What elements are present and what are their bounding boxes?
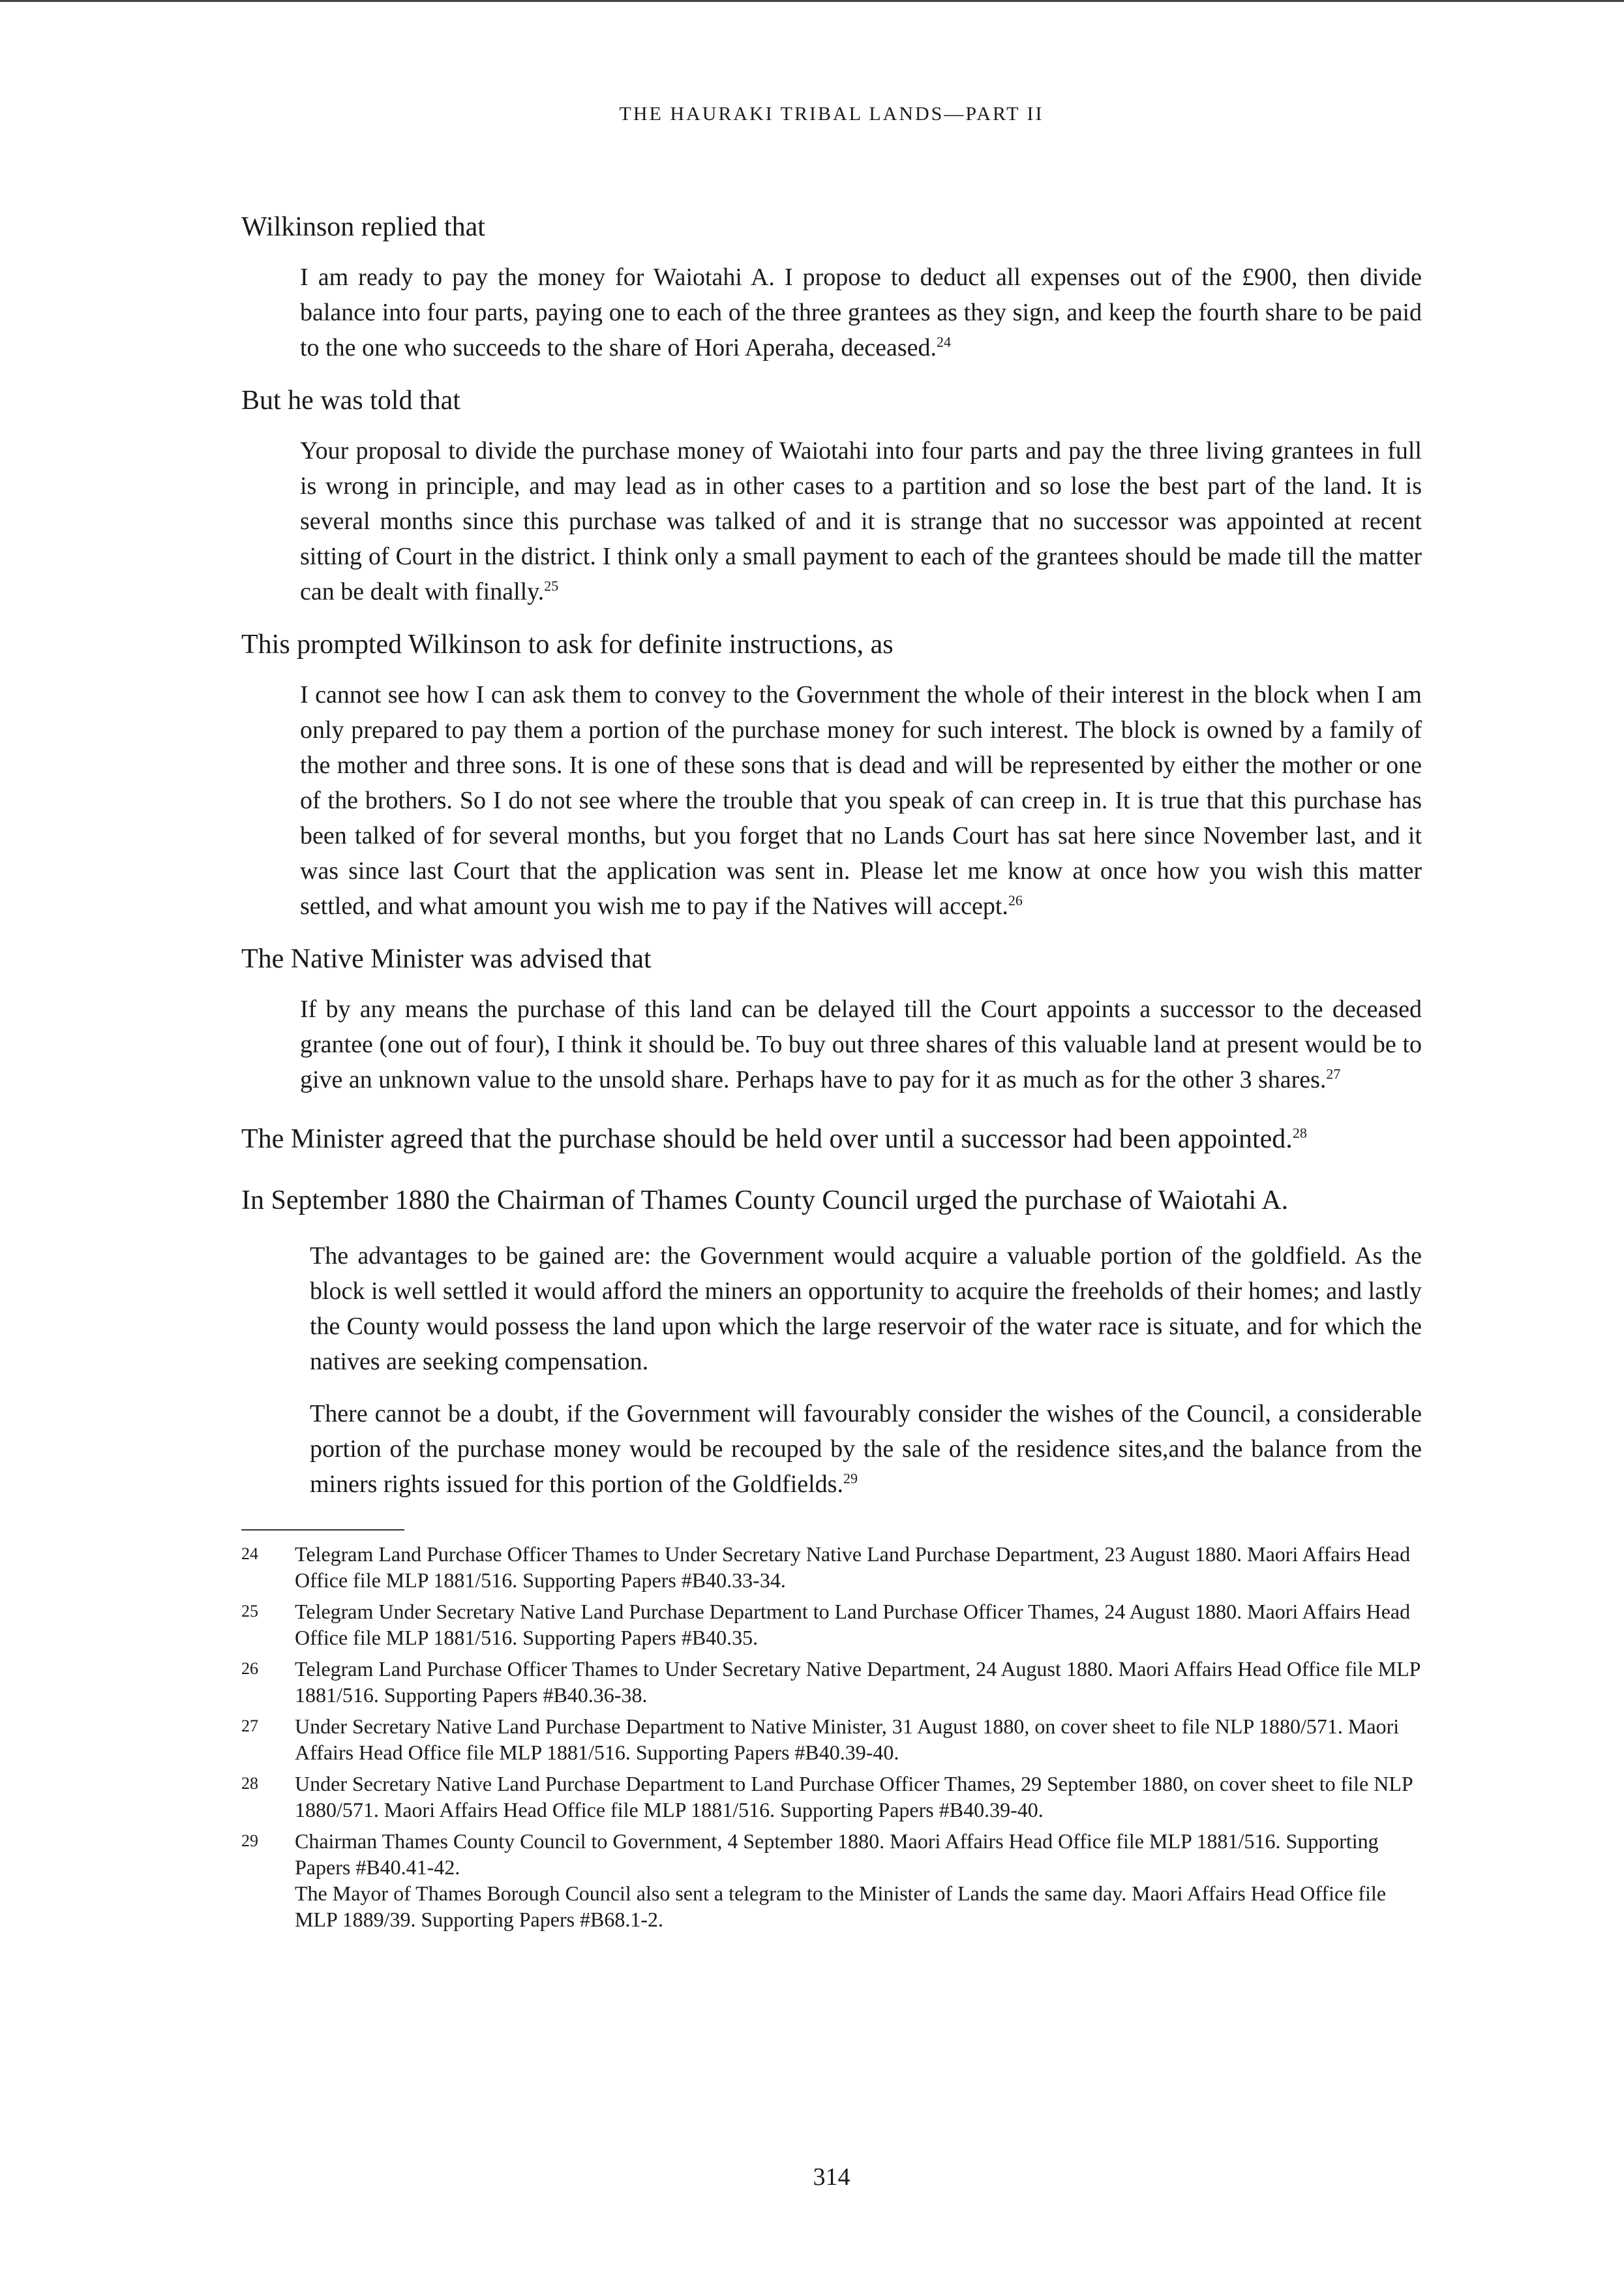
footnote: [241, 1598, 1422, 1651]
footnote-number: 29: [241, 1831, 258, 1850]
page-number: 314: [813, 2163, 850, 2191]
paragraph: The Minister agreed that the purchase should be held over until a successor had been appointed.$^{28}$: [241, 1124, 1307, 1154]
body-text: [241, 209, 1422, 1938]
footnote-number: 28: [241, 1774, 258, 1793]
block-quote: There cannot be a doubt, if the Government will favourably consider the wishes of the Council, a considerable portion of the purchase money would be recouped by the sale of the residence sites,and the balance from the miners rights issued for this portion of the Goldfields.$^{29}$: [310, 1400, 1422, 1498]
footnote: [241, 1656, 1422, 1708]
footnote-text: Telegram Under Secretary Native Land Purchase Department to Land Purchase Officer Thames, 24 August 1880. Maori Affairs Head Office file MLP 1881/516. Supporting Papers #B40.35.: [295, 1600, 1411, 1649]
footnote-text: Under Secretary Native Land Purchase Department to Land Purchase Officer Thames, 29 September 1880, on cover sheet to file NLP 1880/571. Maori Affairs Head Office file MLP 1881/516. Supporting Papers #B40.39-40.: [295, 1772, 1413, 1821]
block-quote: I am ready to pay the money for Waiotahi A. I propose to deduct all expenses out of the £900, then divide balance into four parts, paying one to each of the three grantees as they sign, and keep the fourth share to be paid to the one who succeeds to the share of Hori Aperaha, deceased.$^{24}$: [300, 264, 1422, 361]
footnote: [241, 1771, 1422, 1823]
footnote-number: 24: [241, 1544, 258, 1563]
intro-line: The Native Minister was advised that: [241, 944, 652, 974]
block-quote: I cannot see how I can ask them to convey to the Government the whole of their interest in the block when I am only prepared to pay them a portion of the purchase money for such interest. The block is owned by a family of the mother and three sons. It is one of these sons that is dead and will be represented by either the mother or one of the brothers. So I do not see where the trouble that you speak of can creep in. It is true that this purchase has been talked of for several months, but you forget that no Lands Court has sat here since November last, and it was since last Court that the application was sent in. Please let me know at once how you wish this matter settled, and what amount you wish me to pay if the Natives will accept.$^{26}$: [300, 681, 1422, 920]
footnote-text: Chairman Thames County Council to Government, 4 September 1880. Maori Affairs Head Office file MLP 1881/516. Supporting Papers #B40.41-42.: [295, 1829, 1379, 1879]
footnote-ref[interactable]: 28: [1292, 1125, 1307, 1141]
footnote-rule: [241, 1529, 404, 1531]
block-quote: If by any means the purchase of this land can be delayed till the Court appoints a successor to the deceased grantee (one out of four), I think it should be. To buy out three shares of this valuable land at present would be to give an unknown value to the unsold share. Perhaps have to pay for it as much as for the other 3 shares.$^{27}$: [300, 996, 1422, 1093]
intro-line: This prompted Wilkinson to ask for definite instructions, as: [241, 630, 894, 660]
footnote-number: 26: [241, 1659, 258, 1678]
running-head: THE HAURAKI TRIBAL LANDS—PART II: [619, 103, 1044, 125]
footnote-text: Telegram Land Purchase Officer Thames to Under Secretary Native Department, 24 August 1880. Maori Affairs Head Office file MLP 1881/516. Supporting Papers #B40.36-38.: [295, 1657, 1421, 1707]
footnote-ref[interactable]: 27: [1326, 1065, 1341, 1082]
intro-line: Wilkinson replied that: [241, 212, 485, 242]
footnote-ref[interactable]: 29: [843, 1470, 858, 1487]
block-quote: Your proposal to divide the purchase money of Waiotahi into four parts and pay the three living grantees in full is wrong in principle, and may lead as in other cases to a partition and so lose the best part of the land. It is several months since this purchase was talked of and it is strange that no successor was appointed at recent sitting of Court in the district. I think only a small payment to each of the grantees should be made till the matter can be dealt with finally.$^{25}$: [300, 437, 1422, 605]
document-page: [241, 0, 1422, 2286]
footnote: [241, 1713, 1422, 1765]
paragraph: In September 1880 the Chairman of Thames County Council urged the purchase of Waiotahi A.: [241, 1185, 1289, 1215]
footnote: [241, 1541, 1422, 1593]
footnote-text: Telegram Land Purchase Officer Thames to Under Secretary Native Land Purchase Department, 23 August 1880. Maori Affairs Head Office file MLP 1881/516. Supporting Papers #B40.33-34.: [295, 1542, 1411, 1592]
footnote-ref[interactable]: 26: [1008, 892, 1023, 909]
footnote-ref[interactable]: 25: [544, 577, 559, 594]
footnote-number: 27: [241, 1716, 258, 1735]
footnote-ref[interactable]: 24: [937, 333, 952, 350]
footnote: [241, 1828, 1422, 1932]
footnote-text: Under Secretary Native Land Purchase Department to Native Minister, 31 August 1880, on cover sheet to file NLP 1880/571. Maori Affairs Head Office file MLP 1881/516. Supporting Papers #B40.39-40.: [295, 1714, 1400, 1764]
block-quote: The advantages to be gained are: the Government would acquire a valuable portion of the goldfield. As the block is well settled it would afford the miners an opportunity to acquire the freeholds of their homes; and lastly the County would possess the land upon which the large reservoir of the water race is situate, and for which the natives are seeking compensation.: [310, 1242, 1422, 1375]
footnote-number: 25: [241, 1602, 258, 1621]
footnote-extra: The Mayor of Thames Borough Council also sent a telegram to the Minister of Lands the same day. Maori Affairs Head Office file MLP 1889/39. Supporting Papers #B68.1-2.: [295, 1882, 1387, 1931]
intro-line: But he was told that: [241, 386, 460, 416]
